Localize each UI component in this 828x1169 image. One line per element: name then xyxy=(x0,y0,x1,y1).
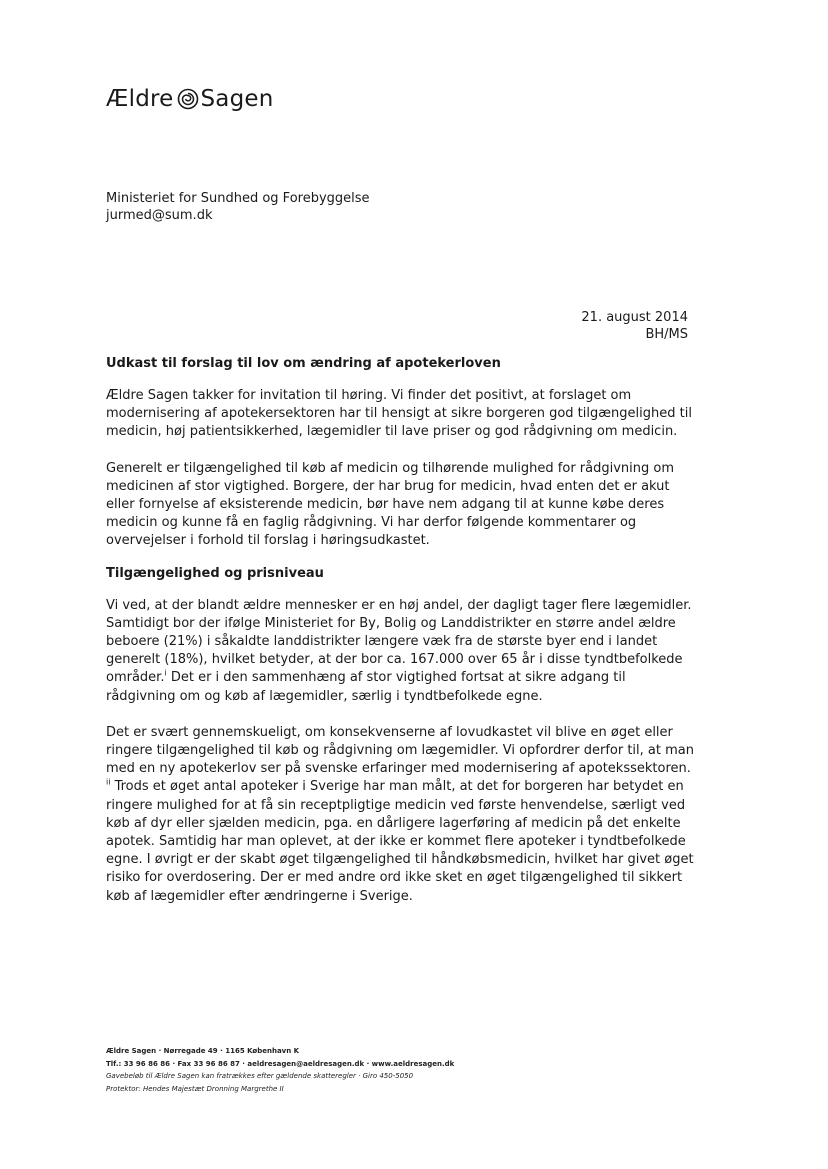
recipient-address xyxy=(106,190,370,224)
paragraph-availability-part1: Vi ved, at der blandt ældre mennesker er en høj andel, der dagligt tager flere lægemidler. Samtidigt bor der ifølge Ministeriet for By, Bolig og Landdistrikter en større andel ældre beboere (21%) i såkaldte landdistrikter længere væk fra de største byer end i landet generelt (18%), hvilket betyder, at der bor ca. 167.000 over 65 år i disse tyndtbefolkede områder. xyxy=(106,597,692,686)
paragraph-intro: Ældre Sagen takker for invitation til høring. Vi finder det positivt, at forslaget om modernisering af apotekersektoren har til hensigt at sikre borgeren god tilgængelighed til medicin, høj patientsikkerhed, lægemidler til lave priser og god rådgivning om medicin. xyxy=(106,388,692,440)
footer-donation-note: Gavebeløb til Ældre Sagen kan fratrækkes efter gældende skatteregler · Giro 450-5050 xyxy=(106,1072,414,1080)
date-block xyxy=(581,309,688,343)
letter-date: 21. august 2014 xyxy=(581,310,688,325)
letter-footer xyxy=(106,1045,454,1095)
logo-text-left: Ældre xyxy=(106,86,174,112)
footer-address: Ældre Sagen · Nørregade 49 · 1165 København K xyxy=(106,1047,300,1055)
spiral-logo-icon xyxy=(177,88,199,110)
paragraph-general: Generelt er tilgængelighed til køb af medicin og tilhørende mulighed for rådgivning om medicinen af stor vigtighed. Borgere, der har brug for medicin, hvad enten det er akut eller fornyelse af eksisterende medicin, bør have nem adgang til at kunne købe deres medicin og kunne få en faglig rådgivning. Vi har derfor følgende kommentarer og overvejelser i forhold til forslag i høringsudkastet. xyxy=(106,460,675,549)
footnote-ref-1: i xyxy=(164,669,167,679)
document-title: Udkast til forslag til lov om ændring af apotekerloven xyxy=(106,356,501,371)
logo-text-right: Sagen xyxy=(200,86,274,112)
letter-body xyxy=(106,355,696,906)
footer-patron: Protektor: Hendes Majestæt Dronning Margrethe II xyxy=(106,1084,284,1093)
paragraph-availability-part2: Det er i den sammenhæng af stor vigtighed fortsat at sikre adgang til rådgivning om og køb af lægemidler, særlig i tyndtbefolkede egne. xyxy=(106,670,626,704)
section-heading: Tilgængelighed og prisniveau xyxy=(106,565,324,581)
letter-initials: BH/MS xyxy=(645,327,688,342)
paragraph-availability xyxy=(106,597,696,706)
footnote-ref-2: ii xyxy=(106,778,111,788)
organization-logo xyxy=(106,86,274,112)
paragraph-sweden-part2: Trods et øget antal apoteker i Sverige har man målt, at det for borgeren har betydet en ringere mulighed for at få sin receptpligtige medicin ved første henvendelse, særligt ved køb af dyr eller sjælden medicin, pga. en dårligere lagerføring af medicin på det enkelte apotek. Samtidig har man oplevet, at der ikke er kommet flere apoteker i tyndtbefolkede egne. I øvrigt er der skabt øget tilgængelighed til håndkøbsmedicin, hvilket har givet øget risiko for overdosering. Der er med andre ord ikke sket en øget tilgængelighed til sikkert køb af lægemidler efter ændringerne i Sverige. xyxy=(106,779,694,904)
paragraph-sweden xyxy=(106,724,696,906)
footer-contact: Tlf.: 33 96 86 86 · Fax 33 96 86 87 · aeldresagen@aeldresagen.dk · www.aeldresagen.dk xyxy=(106,1059,455,1068)
paragraph-sweden-part1: Det er svært gennemskueligt, om konsekvenserne af lovudkastet vil blive en øget eller ringere tilgængelighed til køb og rådgivning om lægemidler. Vi opfordrer derfor til, at man med en ny apotekerlov ser på svenske erfaringer med modernisering af apotekssektoren. xyxy=(106,724,694,777)
recipient-email: jurmed@sum.dk xyxy=(106,208,213,223)
recipient-name: Ministeriet for Sundhed og Forebyggelse xyxy=(106,191,370,206)
